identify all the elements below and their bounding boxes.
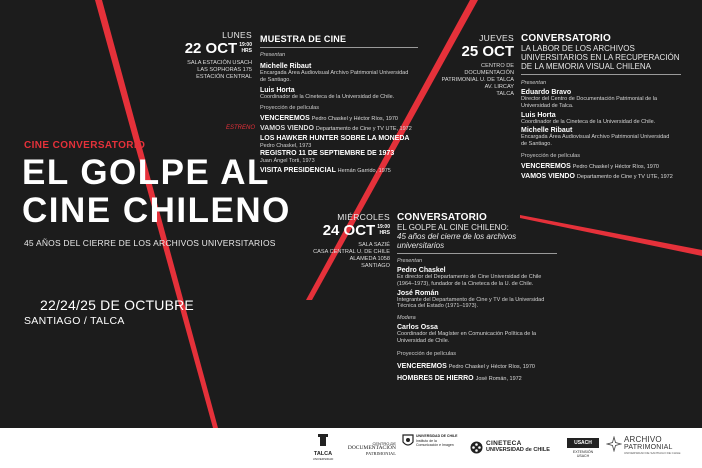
film-title: VENCEREMOS <box>260 115 310 123</box>
logo-text: UNIVERSIDAD DE CHILE <box>416 434 458 438</box>
event3-time <box>377 224 390 236</box>
event3-venue <box>292 242 390 270</box>
film-title: VENCEREMOS <box>521 162 571 170</box>
film-title: VAMOS VIENDO <box>260 125 314 133</box>
presenter-name: Michelle Ribaut <box>521 127 573 135</box>
venue-line: ESTACIÓN CENTRAL <box>196 74 252 80</box>
event1-time <box>239 42 252 54</box>
logo-text: UNIVERSIDAD DE SANTIAGO DE CHILE <box>624 451 681 455</box>
venue-line: CASA CENTRAL U. DE CHILE <box>313 249 390 255</box>
kicker: CINE CONVERSATORIO <box>24 140 146 151</box>
title-line-2: CINE CHILENO <box>22 191 291 230</box>
logo-text: ARCHIVO <box>624 435 662 444</box>
presenter-name: José Román <box>397 289 439 297</box>
venue-line: SALA SAZIÉ <box>358 242 390 248</box>
event3-dateblock <box>292 212 390 270</box>
venue-line: LAS SOPHORAS 175 <box>197 67 252 73</box>
logo-text: UNIVERSIDAD <box>312 457 334 461</box>
uchile-icei-logo <box>402 434 464 448</box>
event1-date-text: 22 OCT <box>184 40 238 57</box>
event2-presenter <box>521 89 681 110</box>
uchile-shield-icon <box>402 434 414 448</box>
film-title: VENCEREMOS <box>397 362 447 370</box>
film-item <box>521 162 681 172</box>
presenter-desc: Integrante del Departamento de Cine y TV de la Universidad <box>397 296 545 303</box>
presenter-desc: de Santiago. <box>260 76 291 83</box>
event3-rule <box>397 253 557 254</box>
usach-logo <box>567 438 599 458</box>
event3-date <box>292 222 390 239</box>
event3-content <box>397 212 557 385</box>
film-credit: Juan Ángel Torti, 1973 <box>260 158 315 165</box>
presenter-name: Michelle Ribaut <box>260 63 312 70</box>
event3-moderator <box>397 324 557 345</box>
event3-hrs: HRS <box>379 230 390 236</box>
logo-text: DOCUMENTACIÓN <box>347 445 396 451</box>
presenter-name: Eduardo Bravo <box>521 89 572 96</box>
film-reel-icon <box>470 441 483 454</box>
archivo-star-icon <box>606 436 622 452</box>
venue-line: CENTRO DE <box>481 63 514 69</box>
venue-line: PATRIMONIAL U. DE TALCA <box>441 77 514 83</box>
event1-presenter <box>260 63 418 84</box>
presenter-desc: Ex director del Departamento de Cine Universidad de Chile <box>397 274 542 280</box>
venue-line: ALAMEDA 1058 <box>349 256 390 262</box>
main-title <box>22 154 291 230</box>
event3-subtitle-italic: universitarios <box>397 241 445 250</box>
event2-films-label: Proyección de películas <box>521 152 581 159</box>
presenter-desc: Coordinador de la Cineteca de la Universidad de Chile. <box>521 118 656 125</box>
event2-presenter <box>521 127 681 148</box>
event3-presents-label: Presentan <box>397 258 423 264</box>
moderator-desc: Universidad de Chile. <box>397 337 450 344</box>
film-credit: Pedro Chaskel y Héctor Ríos, 1970 <box>448 363 535 370</box>
event3-moderator-label: Modera <box>397 315 416 322</box>
event2-presents-label: Presentan <box>521 80 547 86</box>
event3-films-label: Proyección de películas <box>397 350 457 357</box>
presenter-desc: de Santiago. <box>521 141 552 148</box>
presenter-name: Pedro Chaskel <box>397 267 446 274</box>
event3-presenter <box>397 290 557 311</box>
logo-text: CINETECA <box>486 440 522 447</box>
archivo-patrimonial-logo <box>606 436 696 455</box>
moderator-name: Carlos Ossa <box>397 324 438 332</box>
film-title: VISITA PRESIDENCIAL <box>260 167 336 175</box>
presenter-desc: Director del Centro de Documentación Patrimonial de la <box>521 96 658 102</box>
film-credit: Pedro Chaskel, 1973 <box>260 143 312 150</box>
presenter-desc: Coordinador de la Cineteca de la Universidad de Chile. <box>260 93 395 100</box>
event1-rule <box>260 47 418 48</box>
event3-films <box>397 361 557 385</box>
presenter-desc: Encargada Área Audiovisual Archivo Patrimonial Universidad <box>260 70 409 76</box>
film-title: REGISTRO 11 DE SEPTIEMBRE DE 1973 <box>260 150 395 158</box>
event2-date: 25 OCT <box>461 43 514 60</box>
film-title: HOMBRES DE HIERRO <box>397 374 474 382</box>
venue-line: SALA ESTACIÓN USACH <box>187 60 252 66</box>
logo-text: PATRIMONIAL <box>624 444 673 451</box>
film-item <box>226 124 418 134</box>
event1-presenter <box>260 87 418 101</box>
film-credit: Pedro Chaskel y Héctor Ríos, 1970 <box>311 116 398 123</box>
logo-text: TALCA <box>313 451 333 457</box>
event2-films <box>521 162 681 182</box>
event1-films-label: Proyección de películas <box>260 105 320 112</box>
talca-tower-icon <box>316 433 330 447</box>
film-item <box>397 373 557 385</box>
film-item <box>260 114 418 124</box>
event3-date-text: 24 OCT <box>322 222 376 239</box>
event1-date <box>160 40 252 57</box>
film-item <box>260 166 418 176</box>
event3-time-value: 19:00 <box>377 224 390 230</box>
logo-text: EXTENSIÓN USACH <box>572 450 594 458</box>
venue-line: DOCUMENTACIÓN <box>464 70 514 76</box>
event3-subtitle: EL GOLPE AL CINE CHILENO: <box>397 223 509 232</box>
event1-venue <box>160 60 252 81</box>
cineteca-logo <box>470 441 562 454</box>
logo-text: Instituto de la <box>416 439 437 443</box>
film-credit: Pedro Chaskel y Héctor Ríos, 1970 <box>572 163 659 170</box>
logo-strip <box>0 428 702 468</box>
film-credit: Departamento de Cine y TV UTE, 1972 <box>315 126 412 133</box>
main-cities: SANTIAGO / TALCA <box>24 315 125 327</box>
film-item <box>260 134 418 143</box>
film-credit: Hernán Garrido, 1975 <box>337 168 391 175</box>
film-credit: José Román, 1972 <box>475 375 522 382</box>
event2-heading: CONVERSATORIO <box>521 33 612 44</box>
event2-venue <box>420 63 514 98</box>
event2-subtitle: UNIVERSITARIOS EN LA RECUPERACIÓN <box>521 53 680 62</box>
logo-text: Comunicación e Imagen <box>416 443 454 447</box>
presenter-name: Luis Horta <box>521 111 556 119</box>
event3-weekday: MIÉRCOLES <box>337 212 390 222</box>
moderator-desc: Coordinador del Magíster en Comunicación Política de la <box>397 331 537 338</box>
film-item <box>397 361 557 373</box>
event1-heading: MUESTRA DE CINE <box>260 34 347 44</box>
event2-presenter <box>521 112 681 126</box>
main-subtitle: 45 AÑOS DEL CIERRE DE LOS ARCHIVOS UNIVERSITARIOS <box>24 238 276 248</box>
logo-text: CENTRO DE <box>372 441 396 446</box>
film-title: VAMOS VIENDO <box>521 172 575 180</box>
film-item <box>521 172 681 182</box>
logo-text: UNIVERSIDAD de CHILE <box>486 447 550 453</box>
presenter-name: Luis Horta <box>260 86 295 94</box>
presenter-desc: Encargada Área Audiovisual Archivo Patrimonial Universidad <box>521 134 670 141</box>
event3-heading: CONVERSATORIO <box>397 212 488 223</box>
venue-line: AV. LIRCAY <box>484 84 514 90</box>
premiere-label: ESTRENO <box>226 125 256 132</box>
film-title: LOS HAWKER HUNTER SOBRE LA MONEDA <box>260 135 410 143</box>
logo-text: PATRIMONIAL <box>365 451 396 456</box>
logo-text: USACH <box>567 438 599 448</box>
presenter-desc: Universidad de Talca. <box>521 102 574 109</box>
presenter-desc: (1964–1973), fundador de la Cineteca de la U. de Chile. <box>397 280 534 287</box>
venue-line: SANTIAGO <box>361 263 390 269</box>
event2-subtitle: LA LABOR DE LOS ARCHIVOS <box>521 44 635 53</box>
event2-subtitle: DE LA MEMORIA VISUAL CHILENA <box>521 62 651 71</box>
event1-films <box>226 114 418 176</box>
event2-dateblock <box>420 33 514 98</box>
event1-dateblock <box>160 30 252 81</box>
venue-line: TALCA <box>496 91 514 97</box>
talca-logo <box>312 433 334 461</box>
film-credit: Departamento de Cine y TV UTE, 1972 <box>576 173 673 180</box>
event2-content <box>521 33 681 182</box>
event3-presenter <box>397 267 557 288</box>
event1-presents-label: Presentan <box>260 52 286 58</box>
title-line-1: EL GOLPE AL <box>22 153 270 192</box>
centro-documentacion-logo <box>338 441 396 456</box>
event2-weekday: JUEVES <box>479 33 514 43</box>
event1-time-value: 19:00 <box>239 42 252 48</box>
main-dates: 22/24/25 DE OCTUBRE <box>40 297 194 313</box>
event3-subtitle-italic: 45 años del cierre de los archivos <box>397 232 517 241</box>
presenter-desc: Técnica del Estado (1971–1973). <box>397 303 479 310</box>
event1-weekday: LUNES <box>222 30 252 40</box>
event1-hrs: HRS <box>241 48 252 54</box>
event2-rule <box>521 74 681 75</box>
